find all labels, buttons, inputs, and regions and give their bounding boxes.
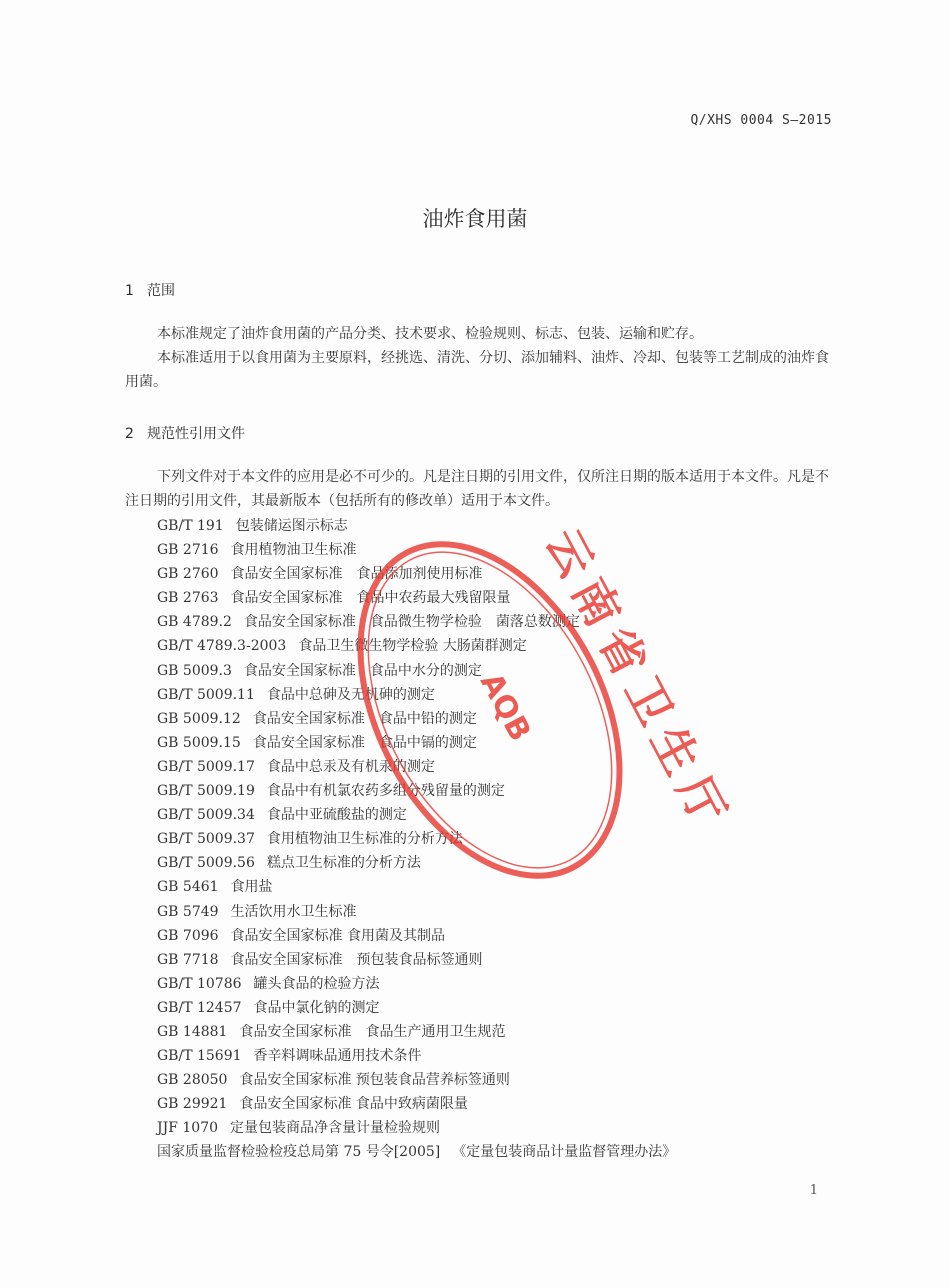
reference-item (157, 707, 676, 731)
reference-name: 食品安全国家标准 食品中致病菌限量 (239, 1096, 468, 1113)
reference-item (157, 1116, 676, 1140)
reference-item (157, 924, 676, 948)
reference-code: JJF 1070 (157, 1120, 219, 1137)
reference-code: GB/T 15691 (157, 1048, 242, 1065)
standard-code: Q/XHS 0004 S—2015 (690, 113, 832, 128)
reference-code: GB 4789.2 (157, 614, 232, 631)
reference-name: 定量包装商品净含量计量检验规则 (230, 1120, 441, 1137)
reference-code: GB 2716 (157, 542, 219, 559)
reference-code: GB/T 5009.11 (157, 686, 255, 703)
reference-item (157, 900, 676, 924)
reference-item (157, 972, 676, 996)
reference-item (157, 1020, 676, 1044)
reference-item (157, 562, 676, 586)
reference-name: 食品中有机氯农药多组分残留量的测定 (266, 783, 505, 800)
reference-name: 包装储运图示标志 (235, 518, 348, 534)
reference-name: 罐头食品的检验方法 (253, 975, 380, 992)
reference-item (157, 755, 676, 779)
reference-name: 《定量包装商品计量监督管理办法》 (452, 1144, 677, 1161)
reference-name: 食品安全国家标准 食用菌及其制品 (230, 927, 446, 944)
section-number: 2 (125, 426, 134, 442)
document-title: 油炸食用菌 (422, 207, 528, 231)
reference-item (157, 683, 676, 707)
reference-item (157, 827, 676, 851)
seal-text-top: 云南省卫生厅 (535, 519, 741, 842)
reference-code: GB 2760 (157, 566, 219, 583)
section-title: 规范性引用文件 (147, 426, 245, 442)
reference-item (157, 731, 676, 755)
reference-item (157, 851, 676, 875)
reference-item (157, 1092, 676, 1116)
reference-item (157, 610, 676, 634)
section-title: 范围 (147, 283, 175, 299)
reference-item (157, 538, 676, 562)
seal-text-center: AQB (472, 667, 538, 747)
reference-code: GB/T 10786 (157, 975, 242, 992)
reference-item (157, 1068, 676, 1092)
reference-name: 食品中氯化钠的测定 (253, 999, 380, 1016)
reference-name: 香辛料调味品通用技术条件 (253, 1048, 422, 1065)
reference-item (157, 948, 676, 972)
scope-paragraph-1: 本标准规定了油炸食用菌的产品分类、技术要求、检验规则、标志、包装、运输和贮存。 (157, 326, 703, 342)
reference-name: 食品安全国家标准 食品中镉的测定 (252, 734, 477, 751)
reference-code: GB 7718 (157, 951, 219, 968)
reference-name: 食用盐 (230, 879, 273, 896)
reference-item (157, 1140, 676, 1164)
reference-code: 国家质量监督检验检疫总局第 75 号令[2005] (157, 1144, 441, 1161)
reference-item (157, 875, 676, 899)
normative-refs-intro: 下列文件对于本文件的应用是必不可少的。凡是注日期的引用文件，仅所注日期的版本适用于本文件。凡是不注日期的引用文件，其最新版本（包括所有的修改单）适用于本文件。 (125, 469, 829, 509)
section-heading-normative-refs (125, 423, 245, 443)
reference-name: 食品中亚硫酸盐的测定 (266, 807, 407, 824)
scope-paragraph-2: 本标准适用于以食用菌为主要原料，经挑选、清洗、分切、添加辅料、油炸、冷却、包装等工艺制成的油炸食用菌。 (125, 350, 829, 390)
reference-name: 食品中总汞及有机汞的测定 (266, 758, 435, 775)
reference-code: GB 5461 (157, 879, 219, 896)
section-heading-scope (125, 280, 175, 300)
reference-code: GB/T 12457 (157, 999, 242, 1016)
reference-name: 食品中总砷及无机砷的测定 (266, 686, 435, 703)
reference-name: 食品安全国家标准 食品中水分的测定 (243, 662, 482, 679)
reference-code: GB/T 5009.17 (157, 758, 255, 775)
reference-name: 食品安全国家标准 预包装食品标签通则 (230, 951, 483, 968)
reference-item (157, 996, 676, 1020)
reference-name: 食品安全国家标准 食品中农药最大残留限量 (230, 590, 511, 607)
page-number: 1 (809, 1183, 818, 1198)
reference-code: GB 5009.3 (157, 662, 232, 679)
reference-code: GB 29921 (157, 1096, 228, 1113)
reference-code: GB/T 5009.37 (157, 831, 255, 848)
reference-code: GB/T 5009.56 (157, 855, 255, 872)
reference-code: GB 5009.15 (157, 734, 241, 751)
reference-name: 食品安全国家标准 食品微生物学检验 菌落总数测定 (243, 614, 580, 631)
reference-item (157, 779, 676, 803)
reference-item (157, 586, 676, 610)
reference-name: 食品卫生微生物学检验 大肠菌群测定 (298, 638, 527, 655)
reference-code: GB/T 191 (157, 518, 224, 534)
reference-name: 食用植物油卫生标准 (230, 542, 357, 559)
reference-code: GB 7096 (157, 927, 219, 944)
reference-item (157, 803, 676, 827)
reference-code: GB 5749 (157, 903, 219, 920)
reference-code: GB 5009.12 (157, 710, 241, 727)
reference-item (157, 514, 676, 538)
reference-name: 食品安全国家标准 食品生产通用卫生规范 (239, 1023, 506, 1040)
reference-item (157, 659, 676, 683)
reference-code: GB 2763 (157, 590, 219, 607)
reference-name: 食品安全国家标准 食品添加剂使用标准 (230, 566, 483, 583)
reference-code: GB/T 5009.34 (157, 807, 255, 824)
reference-name: 食品安全国家标准 预包装食品营养标签通则 (239, 1072, 510, 1089)
reference-code: GB 14881 (157, 1023, 228, 1040)
reference-item (157, 634, 676, 658)
reference-name: 食用植物油卫生标准的分析方法 (266, 831, 463, 848)
section-number: 1 (125, 283, 134, 299)
reference-name: 糕点卫生标准的分析方法 (266, 855, 421, 872)
reference-name: 食品安全国家标准 食品中铅的测定 (252, 710, 477, 727)
reference-code: GB/T 5009.19 (157, 783, 255, 800)
reference-code: GB/T 4789.3-2003 (157, 638, 287, 655)
reference-item (157, 1044, 676, 1068)
reference-code: GB 28050 (157, 1072, 228, 1089)
reference-list (157, 514, 676, 1165)
reference-name: 生活饮用水卫生标准 (230, 903, 357, 920)
